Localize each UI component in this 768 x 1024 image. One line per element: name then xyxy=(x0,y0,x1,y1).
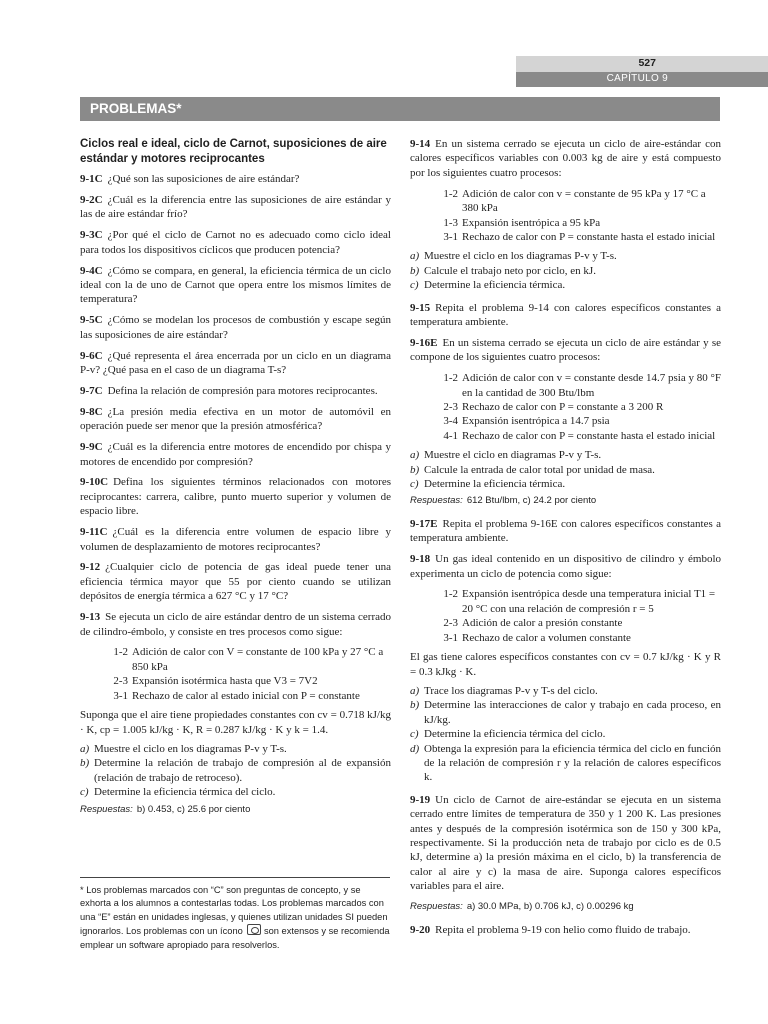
cd-software-icon xyxy=(247,924,261,935)
problem-9-17e xyxy=(410,517,721,546)
problem-number: 9-6C xyxy=(80,349,103,362)
step-text: Expansión isentrópica a 14.7 psia xyxy=(462,415,610,428)
problem-text: Defina la relación de compresión para motores reciprocantes. xyxy=(107,384,378,397)
process-step xyxy=(410,587,721,616)
problem-text: En un sistema cerrado se ejecuta un ciclo de aire estándar y se compone de los siguientes cuatro procesos: xyxy=(410,336,721,364)
problem-number: 9-20 xyxy=(410,923,431,936)
problem-9-13 xyxy=(80,610,391,639)
answers xyxy=(80,803,391,817)
step-text: Rechazo de calor con P = constante hasta el estado inicial xyxy=(462,230,716,243)
problem-9-16e xyxy=(410,336,721,365)
problem-text: Se ejecuta un ciclo de aire estándar dentro de un sistema cerrado de cilindro-émbolo, y consiste en tres procesos como sigue: xyxy=(80,611,391,638)
problem-9-14 xyxy=(410,137,721,180)
process-step xyxy=(410,400,721,414)
assumption-text: Suponga que el aire tiene propiedades constantes con cv = 0.718 kJ/kg · K, cp = 1.005 kJ/kg · K, R = 0.287 kJ/kg · K y k = 1.4. xyxy=(80,709,391,736)
problem-item xyxy=(80,349,391,378)
problem-number: 9-8C xyxy=(80,405,103,418)
problem-number: 9-15 xyxy=(410,301,431,314)
footnote-text: * Los problemas marcados con “C” son preguntas de concepto, y se exhorta a los alumnos a contestarlas todas. Los problemas marcados con una “E” están en unidades inglesas, y quienes utilizan unidades SI pueden ignorarlos. Los problemas con un ícono xyxy=(80,885,388,937)
chapter-label: CAPÍTULO 9 xyxy=(516,72,768,87)
question-text: Trace los diagramas P-v y T-s del ciclo. xyxy=(424,684,598,697)
problem-number: 9-9C xyxy=(80,441,103,454)
problem-number: 9-4C xyxy=(80,264,103,277)
step-label: 3-1 xyxy=(113,689,128,702)
problem-item xyxy=(80,405,391,434)
step-label: 1-3 xyxy=(443,216,458,229)
question-list xyxy=(410,249,721,292)
problem-text: ¿Cuál es la diferencia entre volumen de espacio libre y volumen de desplazamiento de motores reciprocantes? xyxy=(80,526,391,553)
problem-9-15 xyxy=(410,301,721,330)
question-letter: b) xyxy=(410,699,420,712)
step-label: 4-1 xyxy=(443,429,458,442)
question-item xyxy=(410,278,721,292)
problem-item xyxy=(80,193,391,222)
process-step xyxy=(80,689,391,703)
question-item xyxy=(410,448,721,462)
problem-item xyxy=(80,313,391,342)
question-letter: c) xyxy=(410,279,419,292)
problem-text: ¿Cuál es la diferencia entre las suposiciones de aire estándar y las de aire estándar frío? xyxy=(80,193,391,221)
problem-text: Un ciclo de Carnot de aire-estándar se ejecuta en un sistema cerrado entre límites de temperatura de 350 y 1 200 K. Las presiones antes y después de la compresión isotérmica son de 150 y 300 kPa, respectivamente. Si la producción neta de trabajo por ciclo es de 0.5 kJ, determine a) la presión máxima en el ciclo, b) la transferencia de calor al aire y c) la masa de aire. Suponga calores específicos variables para el aire. xyxy=(410,793,721,893)
problem-number: 9-16E xyxy=(410,336,438,349)
question-item xyxy=(410,727,721,741)
step-text: Adición de calor a presión constante xyxy=(462,617,623,630)
problem-number: 9-5C xyxy=(80,314,103,327)
question-letter: a) xyxy=(410,250,420,263)
step-text: Rechazo de calor a volumen constante xyxy=(462,631,631,644)
step-text: Expansión isotérmica hasta que V3 = 7V2 xyxy=(132,675,318,688)
question-item xyxy=(410,249,721,263)
problem-item xyxy=(80,560,391,603)
step-label: 3-1 xyxy=(443,631,458,644)
answers-label: Respuestas: xyxy=(410,495,463,507)
question-list xyxy=(410,684,721,785)
process-step xyxy=(410,429,721,443)
problem-item xyxy=(80,475,391,518)
process-steps xyxy=(410,587,721,645)
question-letter: b) xyxy=(80,757,90,770)
step-label: 1-2 xyxy=(443,187,458,200)
question-text: Muestre el ciclo en los diagramas P-v y T-s. xyxy=(94,742,287,755)
problem-text: ¿Por qué el ciclo de Carnot no es adecuado como ciclo ideal para todos los dispositivos cíclicos que producen potencia? xyxy=(80,229,391,256)
problem-text: ¿Cuál es la diferencia entre motores de encendido por chispa y motores de encendido por compresión? xyxy=(80,441,391,468)
problem-number: 9-13 xyxy=(80,611,101,624)
question-text: Determine la eficiencia térmica del ciclo. xyxy=(424,728,606,741)
question-text: Determine la eficiencia térmica. xyxy=(424,279,566,292)
question-letter: b) xyxy=(410,264,420,277)
question-item xyxy=(80,742,391,756)
question-text: Determine la relación de trabajo de compresión al de expansión (relación de trabajo de retroceso). xyxy=(94,757,391,784)
process-step xyxy=(410,414,721,428)
question-list xyxy=(80,742,391,800)
problem-text: ¿Cómo se modelan los procesos de combustión y escape según las suposiciones de aire estándar? xyxy=(80,314,391,341)
problem-text: Repita el problema 9-16E con calores específicos constantes a temperatura ambiente. xyxy=(410,517,721,545)
problem-text: ¿Qué son las suposiciones de aire estándar? xyxy=(107,173,300,185)
question-text: Obtenga la expresión para la eficiencia térmica del ciclo en función de la relación de compresión r y la relación de calores específicos k. xyxy=(424,742,721,784)
step-text: Expansión isentrópica a 95 kPa xyxy=(462,216,601,229)
process-step xyxy=(410,631,721,645)
question-text: Determine la eficiencia térmica. xyxy=(424,478,566,491)
step-label: 2-3 xyxy=(113,675,128,688)
step-text: Rechazo de calor con P = constante hasta el estado inicial xyxy=(462,429,716,442)
question-text: Calcule el trabajo neto por ciclo, en kJ. xyxy=(424,264,596,277)
problems-banner: PROBLEMAS* xyxy=(80,97,720,121)
problem-text: En un sistema cerrado se ejecuta un ciclo de aire-estándar con calores específicos variables con 0.003 kg de aire y está compuesto por los siguientes cuatro procesos: xyxy=(410,138,721,179)
answers-value: a) 30.0 MPa, b) 0.706 kJ, c) 0.00296 kg xyxy=(466,901,634,913)
footnote xyxy=(80,877,390,952)
step-label: 3-4 xyxy=(443,415,458,428)
question-letter: c) xyxy=(410,478,419,491)
question-letter: a) xyxy=(410,684,420,697)
question-text: Muestre el ciclo en diagramas P-v y T-s. xyxy=(424,449,602,462)
problem-text: ¿Cualquier ciclo de potencia de gas ideal puede tener una eficiencia térmica mayor que 55 por ciento cuando se utilizan depósitos de energía térmica a 627 °C y 17 °C? xyxy=(80,561,391,603)
problem-text: Defina los siguientes términos relacionados con motores reciprocantes: carrera, calibre, punto muerto superior y volumen de espacio libre. xyxy=(80,476,391,518)
answers-label: Respuestas: xyxy=(410,901,463,913)
process-step xyxy=(80,674,391,688)
problem-9-19 xyxy=(410,793,721,894)
problem-number: 9-18 xyxy=(410,553,431,566)
question-text: Determine la eficiencia térmica del ciclo. xyxy=(94,786,276,799)
process-steps xyxy=(410,371,721,443)
problem-number: 9-7C xyxy=(80,384,103,397)
problem-text: ¿Qué representa el área encerrada por un ciclo en un diagrama P-v? ¿Qué pasa en el caso de un diagrama T-s? xyxy=(80,349,391,376)
section-title: Ciclos real e ideal, ciclo de Carnot, suposiciones de aire estándar y motores reciprocantes xyxy=(80,138,387,165)
step-label: 1-2 xyxy=(443,588,458,601)
problem-text: ¿Cómo se compara, en general, la eficiencia térmica de un ciclo ideal con la de uno de Carnot que opera entre los mismos límites de temperatura? xyxy=(80,264,391,306)
problem-item xyxy=(80,228,391,257)
problem-number: 9-17E xyxy=(410,517,438,530)
question-letter: d) xyxy=(410,742,420,755)
answers-value: b) 0.453, c) 25.6 por ciento xyxy=(136,803,251,815)
gas-properties: El gas tiene calores específicos constantes con cv = 0.7 kJ/kg · K y R = 0.3 kJkg · K. xyxy=(410,651,721,678)
problem-number: 9-3C xyxy=(80,229,103,242)
question-text: Determine las interacciones de calor y trabajo en cada proceso, en kJ/kg. xyxy=(424,699,721,726)
process-step xyxy=(410,616,721,630)
step-label: 3-1 xyxy=(443,230,458,243)
question-text: Muestre el ciclo en los diagramas P-v y T-s. xyxy=(424,250,617,263)
step-text: Expansión isentrópica desde una temperatura inicial T1 = 20 °C con una relación de compresión r = 5 xyxy=(462,588,716,615)
question-item xyxy=(410,463,721,477)
problem-item xyxy=(80,384,391,398)
problem-text: ¿La presión media efectiva en un motor de automóvil en operación puede ser menor que la presión atmosférica? xyxy=(80,405,391,433)
question-letter: a) xyxy=(80,742,90,755)
question-item xyxy=(80,756,391,785)
problem-text: Repita el problema 9-19 con helio como fluido de trabajo. xyxy=(435,923,691,936)
question-item xyxy=(410,684,721,698)
problem-text: Un gas ideal contenido en un dispositivo de cilindro y émbolo experimenta un ciclo de potencia como sigue: xyxy=(410,553,721,580)
problem-item xyxy=(80,440,391,469)
question-item xyxy=(410,477,721,491)
process-steps xyxy=(80,645,391,703)
process-steps xyxy=(410,187,721,245)
problem-number: 9-11C xyxy=(80,526,108,539)
problem-number: 9-19 xyxy=(410,793,431,806)
step-text: Adición de calor con v = constante desde 14.7 psia y 80 °F en la cantidad de 300 Btu/lbm xyxy=(462,372,721,399)
step-label: 2-3 xyxy=(443,617,458,630)
problem-item xyxy=(80,172,391,186)
answers xyxy=(410,900,721,914)
left-column xyxy=(80,137,391,825)
answers-value: 612 Btu/lbm, c) 24.2 por ciento xyxy=(466,495,597,507)
answers xyxy=(410,494,721,508)
problem-9-20 xyxy=(410,923,721,937)
question-item xyxy=(410,742,721,785)
problem-text: Repita el problema 9-14 con calores específicos constantes a temperatura ambiente. xyxy=(410,301,721,328)
problem-item xyxy=(80,525,391,554)
problem-number: 9-12 xyxy=(80,561,101,574)
problem-number: 9-14 xyxy=(410,138,431,150)
process-step xyxy=(410,216,721,230)
step-text: Rechazo de calor con P = constante a 3 200 R xyxy=(462,401,664,413)
question-letter: c) xyxy=(410,728,419,741)
step-label: 2-3 xyxy=(443,401,458,413)
process-step xyxy=(410,230,721,244)
problem-number: 9-10C xyxy=(80,476,109,489)
step-label: 1-2 xyxy=(443,372,458,385)
question-letter: b) xyxy=(410,463,420,476)
footnote-text-end: son extensos y se recomienda emplear un software apropiado para resolverlos. xyxy=(80,926,390,950)
step-label: 1-2 xyxy=(113,646,128,659)
process-step xyxy=(410,187,721,216)
question-item xyxy=(80,785,391,799)
question-text: Calcule la entrada de calor total por unidad de masa. xyxy=(424,463,655,476)
question-letter: a) xyxy=(410,449,420,462)
problem-item xyxy=(80,264,391,307)
problem-list xyxy=(80,172,391,604)
step-text: Rechazo de calor al estado inicial con P = constante xyxy=(132,689,360,702)
process-step xyxy=(80,645,391,674)
question-list xyxy=(410,448,721,491)
step-text: Adición de calor con V = constante de 100 kPa y 27 °C a 850 kPa xyxy=(132,646,384,673)
page-number: 527 xyxy=(516,56,768,72)
page-header-tab xyxy=(516,56,768,87)
question-letter: c) xyxy=(80,786,89,799)
step-text: Adición de calor con v = constante de 95 kPa y 17 °C a 380 kPa xyxy=(462,187,706,215)
question-item xyxy=(410,698,721,727)
problem-number: 9-2C xyxy=(80,193,103,206)
question-item xyxy=(410,264,721,278)
process-step xyxy=(410,371,721,400)
right-column xyxy=(410,137,721,943)
answers-label: Respuestas: xyxy=(80,803,133,815)
problem-number: 9-1C xyxy=(80,173,103,185)
problem-9-18 xyxy=(410,552,721,581)
